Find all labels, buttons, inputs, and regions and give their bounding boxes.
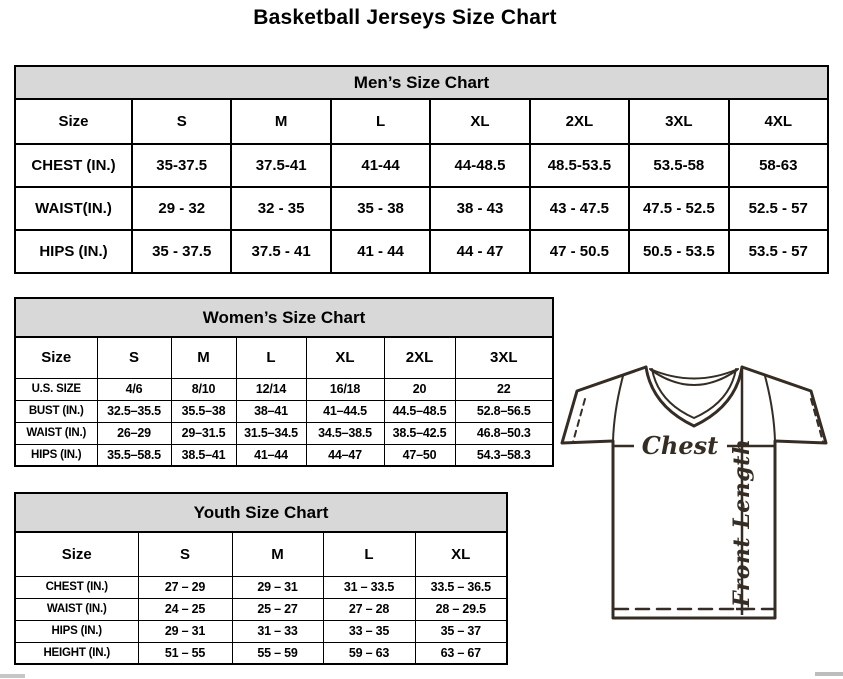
youth-chest-l: 31 – 33.5 — [323, 576, 415, 598]
mens-col-header-m: M — [231, 99, 330, 144]
mens-hips-row — [15, 230, 828, 273]
womens-ussize-l: 12/14 — [236, 378, 306, 400]
womens-row-label-hips: HIPS (IN.) — [15, 444, 97, 466]
youth-chest-m: 29 – 31 — [232, 576, 323, 598]
youth-hips-m: 31 – 33 — [232, 620, 323, 642]
mens-chest-xl: 44-48.5 — [430, 144, 529, 187]
youth-size-chart-table — [14, 492, 508, 665]
mens-hips-l: 41 - 44 — [331, 230, 430, 273]
womens-hips-2xl: 47–50 — [384, 444, 455, 466]
youth-row-label-waist: WAIST (IN.) — [15, 598, 138, 620]
youth-row-label-chest: CHEST (IN.) — [15, 576, 138, 598]
mens-col-header-xl: XL — [430, 99, 529, 144]
womens-row-label-ussize: U.S. SIZE — [15, 378, 97, 400]
womens-bust-row — [15, 400, 553, 422]
youth-hips-xl: 35 – 37 — [415, 620, 507, 642]
womens-waist-l: 31.5–34.5 — [236, 422, 306, 444]
mens-chest-4xl: 58-63 — [729, 144, 828, 187]
horizontal-scrollbar-fragment-right[interactable] — [815, 672, 843, 676]
mens-waist-row — [15, 187, 828, 230]
youth-waist-s: 24 – 25 — [138, 598, 232, 620]
womens-bust-s: 32.5–35.5 — [97, 400, 171, 422]
jersey-icon — [556, 358, 840, 626]
chest-label: Chest — [641, 431, 719, 460]
mens-row-label-hips: HIPS (IN.) — [15, 230, 132, 273]
youth-row-label-height: HEIGHT (IN.) — [15, 642, 138, 664]
womens-bust-2xl: 44.5–48.5 — [384, 400, 455, 422]
mens-chest-3xl: 53.5-58 — [629, 144, 728, 187]
mens-hips-4xl: 53.5 - 57 — [729, 230, 828, 273]
youth-hips-l: 33 – 35 — [323, 620, 415, 642]
womens-ussize-m: 8/10 — [171, 378, 236, 400]
youth-height-s: 51 – 55 — [138, 642, 232, 664]
womens-hips-s: 35.5–58.5 — [97, 444, 171, 466]
youth-waist-xl: 28 – 29.5 — [415, 598, 507, 620]
mens-waist-3xl: 47.5 - 52.5 — [629, 187, 728, 230]
mens-chest-m: 37.5-41 — [231, 144, 330, 187]
jersey-measurement-diagram — [556, 358, 840, 626]
mens-waist-2xl: 43 - 47.5 — [530, 187, 629, 230]
womens-ussize-row — [15, 378, 553, 400]
youth-chest-s: 27 – 29 — [138, 576, 232, 598]
womens-header-row — [15, 337, 553, 378]
mens-hips-3xl: 50.5 - 53.5 — [629, 230, 728, 273]
mens-waist-m: 32 - 35 — [231, 187, 330, 230]
womens-hips-l: 41–44 — [236, 444, 306, 466]
mens-size-chart-table — [14, 65, 829, 274]
womens-waist-m: 29–31.5 — [171, 422, 236, 444]
womens-hips-m: 38.5–41 — [171, 444, 236, 466]
womens-row-label-bust: BUST (IN.) — [15, 400, 97, 422]
youth-header-row — [15, 532, 507, 576]
womens-bust-xl: 41–44.5 — [306, 400, 384, 422]
womens-size-chart-table — [14, 297, 554, 467]
youth-col-header-s: S — [138, 532, 232, 576]
womens-hips-3xl: 54.3–58.3 — [455, 444, 553, 466]
youth-chest-row — [15, 576, 507, 598]
mens-waist-xl: 38 - 43 — [430, 187, 529, 230]
youth-hips-row — [15, 620, 507, 642]
front-length-label: Front Length — [729, 438, 755, 607]
womens-hips-row — [15, 444, 553, 466]
womens-bust-l: 38–41 — [236, 400, 306, 422]
mens-chest-row — [15, 144, 828, 187]
mens-header-row — [15, 99, 828, 144]
womens-col-header-s: S — [97, 337, 171, 378]
womens-col-header-m: M — [171, 337, 236, 378]
youth-hips-s: 29 – 31 — [138, 620, 232, 642]
womens-table-title: Women’s Size Chart — [15, 298, 553, 337]
womens-col-header-size: Size — [15, 337, 97, 378]
womens-waist-s: 26–29 — [97, 422, 171, 444]
mens-waist-l: 35 - 38 — [331, 187, 430, 230]
mens-chest-l: 41-44 — [331, 144, 430, 187]
womens-ussize-s: 4/6 — [97, 378, 171, 400]
youth-row-label-hips: HIPS (IN.) — [15, 620, 138, 642]
mens-chest-2xl: 48.5-53.5 — [530, 144, 629, 187]
womens-bust-m: 35.5–38 — [171, 400, 236, 422]
womens-col-header-2xl: 2XL — [384, 337, 455, 378]
youth-col-header-size: Size — [15, 532, 138, 576]
youth-height-xl: 63 – 67 — [415, 642, 507, 664]
womens-waist-3xl: 46.8–50.3 — [455, 422, 553, 444]
mens-col-header-size: Size — [15, 99, 132, 144]
mens-col-header-l: L — [331, 99, 430, 144]
mens-waist-4xl: 52.5 - 57 — [729, 187, 828, 230]
womens-ussize-xl: 16/18 — [306, 378, 384, 400]
womens-hips-xl: 44–47 — [306, 444, 384, 466]
mens-hips-2xl: 47 - 50.5 — [530, 230, 629, 273]
womens-row-label-waist: WAIST (IN.) — [15, 422, 97, 444]
mens-row-label-chest: CHEST (IN.) — [15, 144, 132, 187]
youth-waist-row — [15, 598, 507, 620]
womens-ussize-3xl: 22 — [455, 378, 553, 400]
womens-waist-2xl: 38.5–42.5 — [384, 422, 455, 444]
youth-col-header-m: M — [232, 532, 323, 576]
youth-col-header-xl: XL — [415, 532, 507, 576]
womens-col-header-3xl: 3XL — [455, 337, 553, 378]
mens-col-header-3xl: 3XL — [629, 99, 728, 144]
womens-bust-3xl: 52.8–56.5 — [455, 400, 553, 422]
youth-col-header-l: L — [323, 532, 415, 576]
womens-col-header-xl: XL — [306, 337, 384, 378]
youth-waist-m: 25 – 27 — [232, 598, 323, 620]
page-title: Basketball Jerseys Size Chart — [253, 6, 557, 29]
youth-chest-xl: 33.5 – 36.5 — [415, 576, 507, 598]
youth-table-title: Youth Size Chart — [15, 493, 507, 532]
horizontal-scrollbar-fragment-left[interactable] — [0, 674, 25, 678]
mens-hips-m: 37.5 - 41 — [231, 230, 330, 273]
youth-height-l: 59 – 63 — [323, 642, 415, 664]
mens-hips-s: 35 - 37.5 — [132, 230, 231, 273]
womens-waist-xl: 34.5–38.5 — [306, 422, 384, 444]
womens-waist-row — [15, 422, 553, 444]
mens-col-header-4xl: 4XL — [729, 99, 828, 144]
mens-waist-s: 29 - 32 — [132, 187, 231, 230]
mens-row-label-waist: WAIST(IN.) — [15, 187, 132, 230]
mens-chest-s: 35-37.5 — [132, 144, 231, 187]
mens-table-title: Men’s Size Chart — [15, 66, 828, 99]
womens-col-header-l: L — [236, 337, 306, 378]
youth-height-m: 55 – 59 — [232, 642, 323, 664]
mens-hips-xl: 44 - 47 — [430, 230, 529, 273]
mens-col-header-s: S — [132, 99, 231, 144]
mens-col-header-2xl: 2XL — [530, 99, 629, 144]
womens-ussize-2xl: 20 — [384, 378, 455, 400]
youth-waist-l: 27 – 28 — [323, 598, 415, 620]
youth-height-row — [15, 642, 507, 664]
